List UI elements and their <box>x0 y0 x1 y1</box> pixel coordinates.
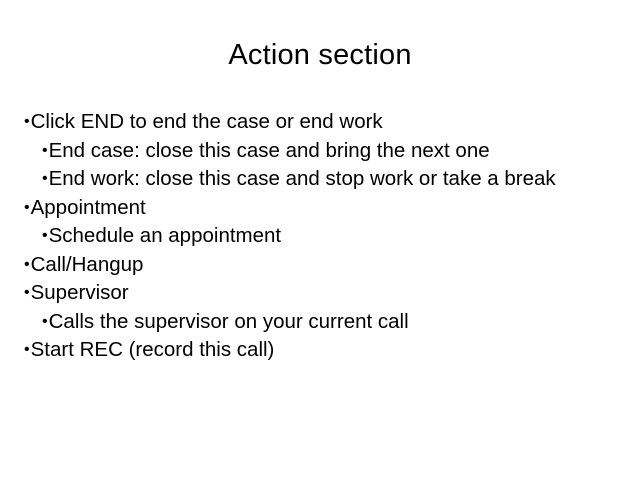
list-item-label: Calls the supervisor on your current call <box>48 309 409 333</box>
list-item-label: Start REC (record this call) <box>30 338 275 361</box>
bullet-icon: • <box>24 113 30 130</box>
list-item <box>42 222 620 251</box>
bullet-icon: • <box>24 198 30 216</box>
bullet-list <box>24 108 620 365</box>
list-item-label: End case: close this case and bring the next one <box>48 138 490 162</box>
list-item <box>42 165 620 194</box>
list-item <box>42 137 620 166</box>
bullet-icon: • <box>42 227 48 244</box>
list-item <box>42 308 620 337</box>
list-item-label: Schedule an appointment <box>48 224 282 247</box>
bullet-icon: • <box>24 341 30 358</box>
bullet-icon: • <box>42 170 48 187</box>
list-item-label: Appointment <box>30 195 146 219</box>
list-item-label: Call/Hangup <box>30 252 144 276</box>
page-title: Action section <box>228 39 412 71</box>
bullet-icon: • <box>24 284 30 301</box>
list-item <box>24 279 620 308</box>
list-item <box>24 108 620 137</box>
bullet-icon: • <box>24 255 30 273</box>
list-item-label: Supervisor <box>30 281 129 304</box>
list-item-label: Click END to end the case or end work <box>30 110 383 133</box>
bullet-icon: • <box>42 312 48 330</box>
list-item <box>24 194 620 223</box>
list-item <box>24 336 620 365</box>
list-item <box>24 251 620 280</box>
list-item-label: End work: close this case and stop work or take a break <box>48 167 556 190</box>
bullet-icon: • <box>42 141 48 159</box>
